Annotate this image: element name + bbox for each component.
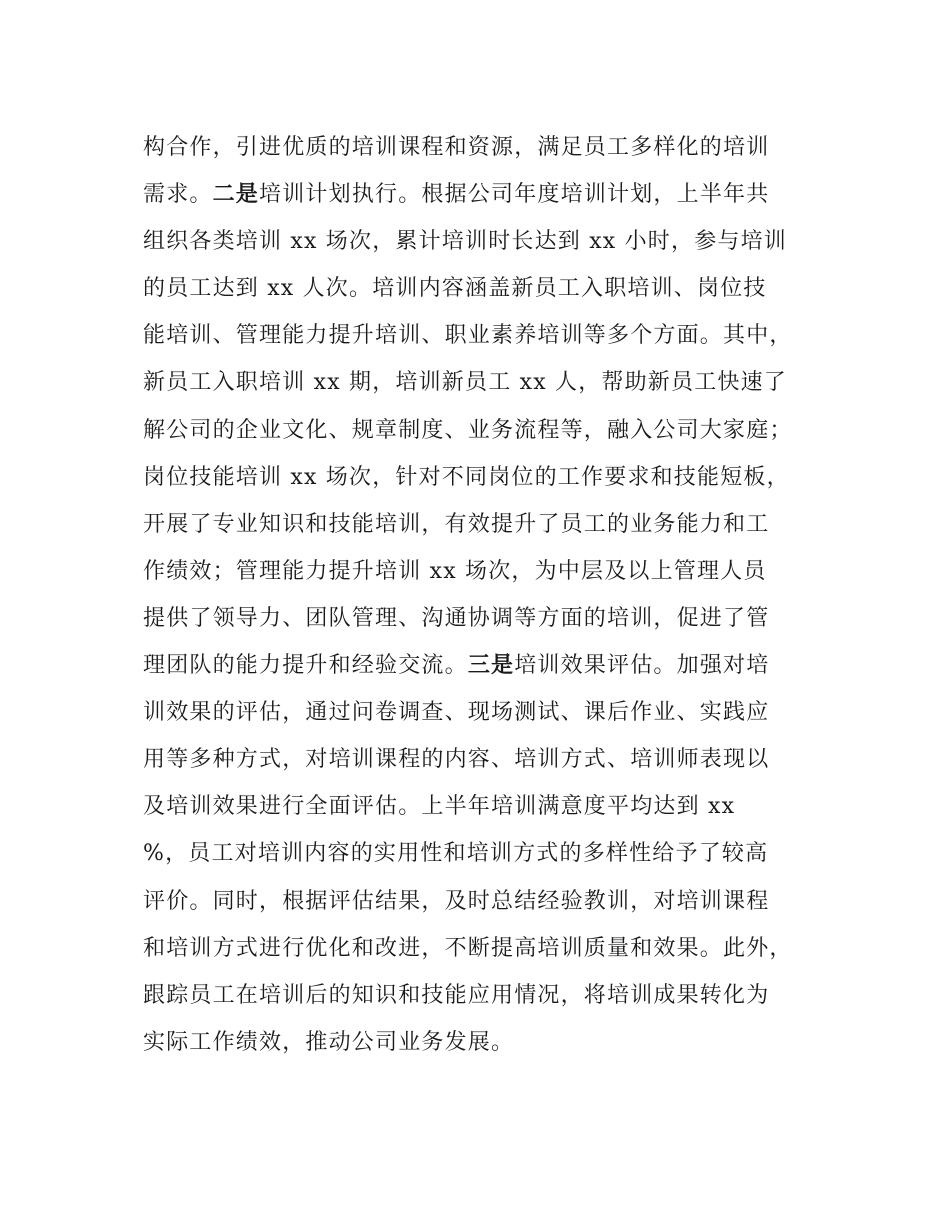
text-segment: 解公司的企业文化、规章制度、业务流程等，融入公司大家庭； [143,417,793,443]
text-segment: 需求。 [143,182,213,208]
text-line [143,124,833,171]
text-line [143,972,833,1019]
text-segment: %，员工对培训内容的实用性和培训方式的多样性给予了较高 [143,841,769,867]
text-segment: 提供了领导力、团队管理、沟通协调等方面的培训，促进了管 [143,605,770,631]
text-line [143,689,833,736]
text-line [143,595,833,642]
text-line [143,265,833,312]
text-line [143,548,833,595]
text-line [143,454,833,501]
text-line [143,642,833,689]
text-line [143,359,833,406]
text-segment: 开展了专业知识和技能培训，有效提升了员工的业务能力和工 [143,511,770,537]
text-line [143,736,833,783]
text-segment: 训效果的评估，通过问卷调查、现场测试、课后作业、实践应 [143,700,770,726]
text-segment: 培训效果评估。加强对培 [514,653,770,679]
text-segment: 用等多种方式，对培训课程的内容、培训方式、培训师表现以 [143,747,770,773]
bold-lead-phrase: 三是 [467,652,515,679]
text-segment: 和培训方式进行优化和改进，不断提高培训质量和效果。此外， [143,935,793,961]
text-line [143,171,833,218]
text-segment: 及培训效果进行全面评估。上半年培训满意度平均达到 xx [143,794,736,820]
text-segment: 能培训、管理能力提升培训、职业素养培训等多个方面。其中， [143,323,793,349]
text-segment: 岗位技能培训 xx 场次，针对不同岗位的工作要求和技能短板， [143,464,790,490]
text-segment: 评价。同时，根据评估结果，及时总结经验教训，对培训课程 [143,888,770,914]
text-segment: 构合作，引进优质的培训课程和资源，满足员工多样化的培训 [143,135,770,160]
text-line [143,312,833,359]
text-line [143,783,833,830]
text-segment: 理团队的能力提升和经验交流。 [143,653,468,679]
text-segment: 组织各类培训 xx 场次，累计培训时长达到 xx 小时，参与培训 [143,229,788,255]
text-segment: 实际工作绩效，推动公司业务发展。 [143,1029,515,1055]
text-segment: 新员工入职培训 xx 期，培训新员工 xx 人，帮助新员工快速了 [143,370,788,396]
text-segment: 跟踪员工在培训后的知识和技能应用情况，将培训成果转化为 [143,982,770,1008]
text-segment: 培训计划执行。根据公司年度培训计划，上半年共 [259,182,770,208]
text-line [143,925,833,972]
text-line [143,878,833,925]
text-line [143,501,833,548]
text-line [143,1019,833,1066]
body-text [143,124,833,1066]
text-segment: 的员工达到 xx 人次。培训内容涵盖新员工入职培训、岗位技 [143,276,767,302]
bold-lead-phrase: 二是 [212,181,260,208]
text-line [143,830,833,877]
text-line [143,407,833,454]
text-segment: 作绩效；管理能力提升培训 xx 场次，为中层及以上管理人员 [143,558,767,584]
text-line [143,218,833,265]
